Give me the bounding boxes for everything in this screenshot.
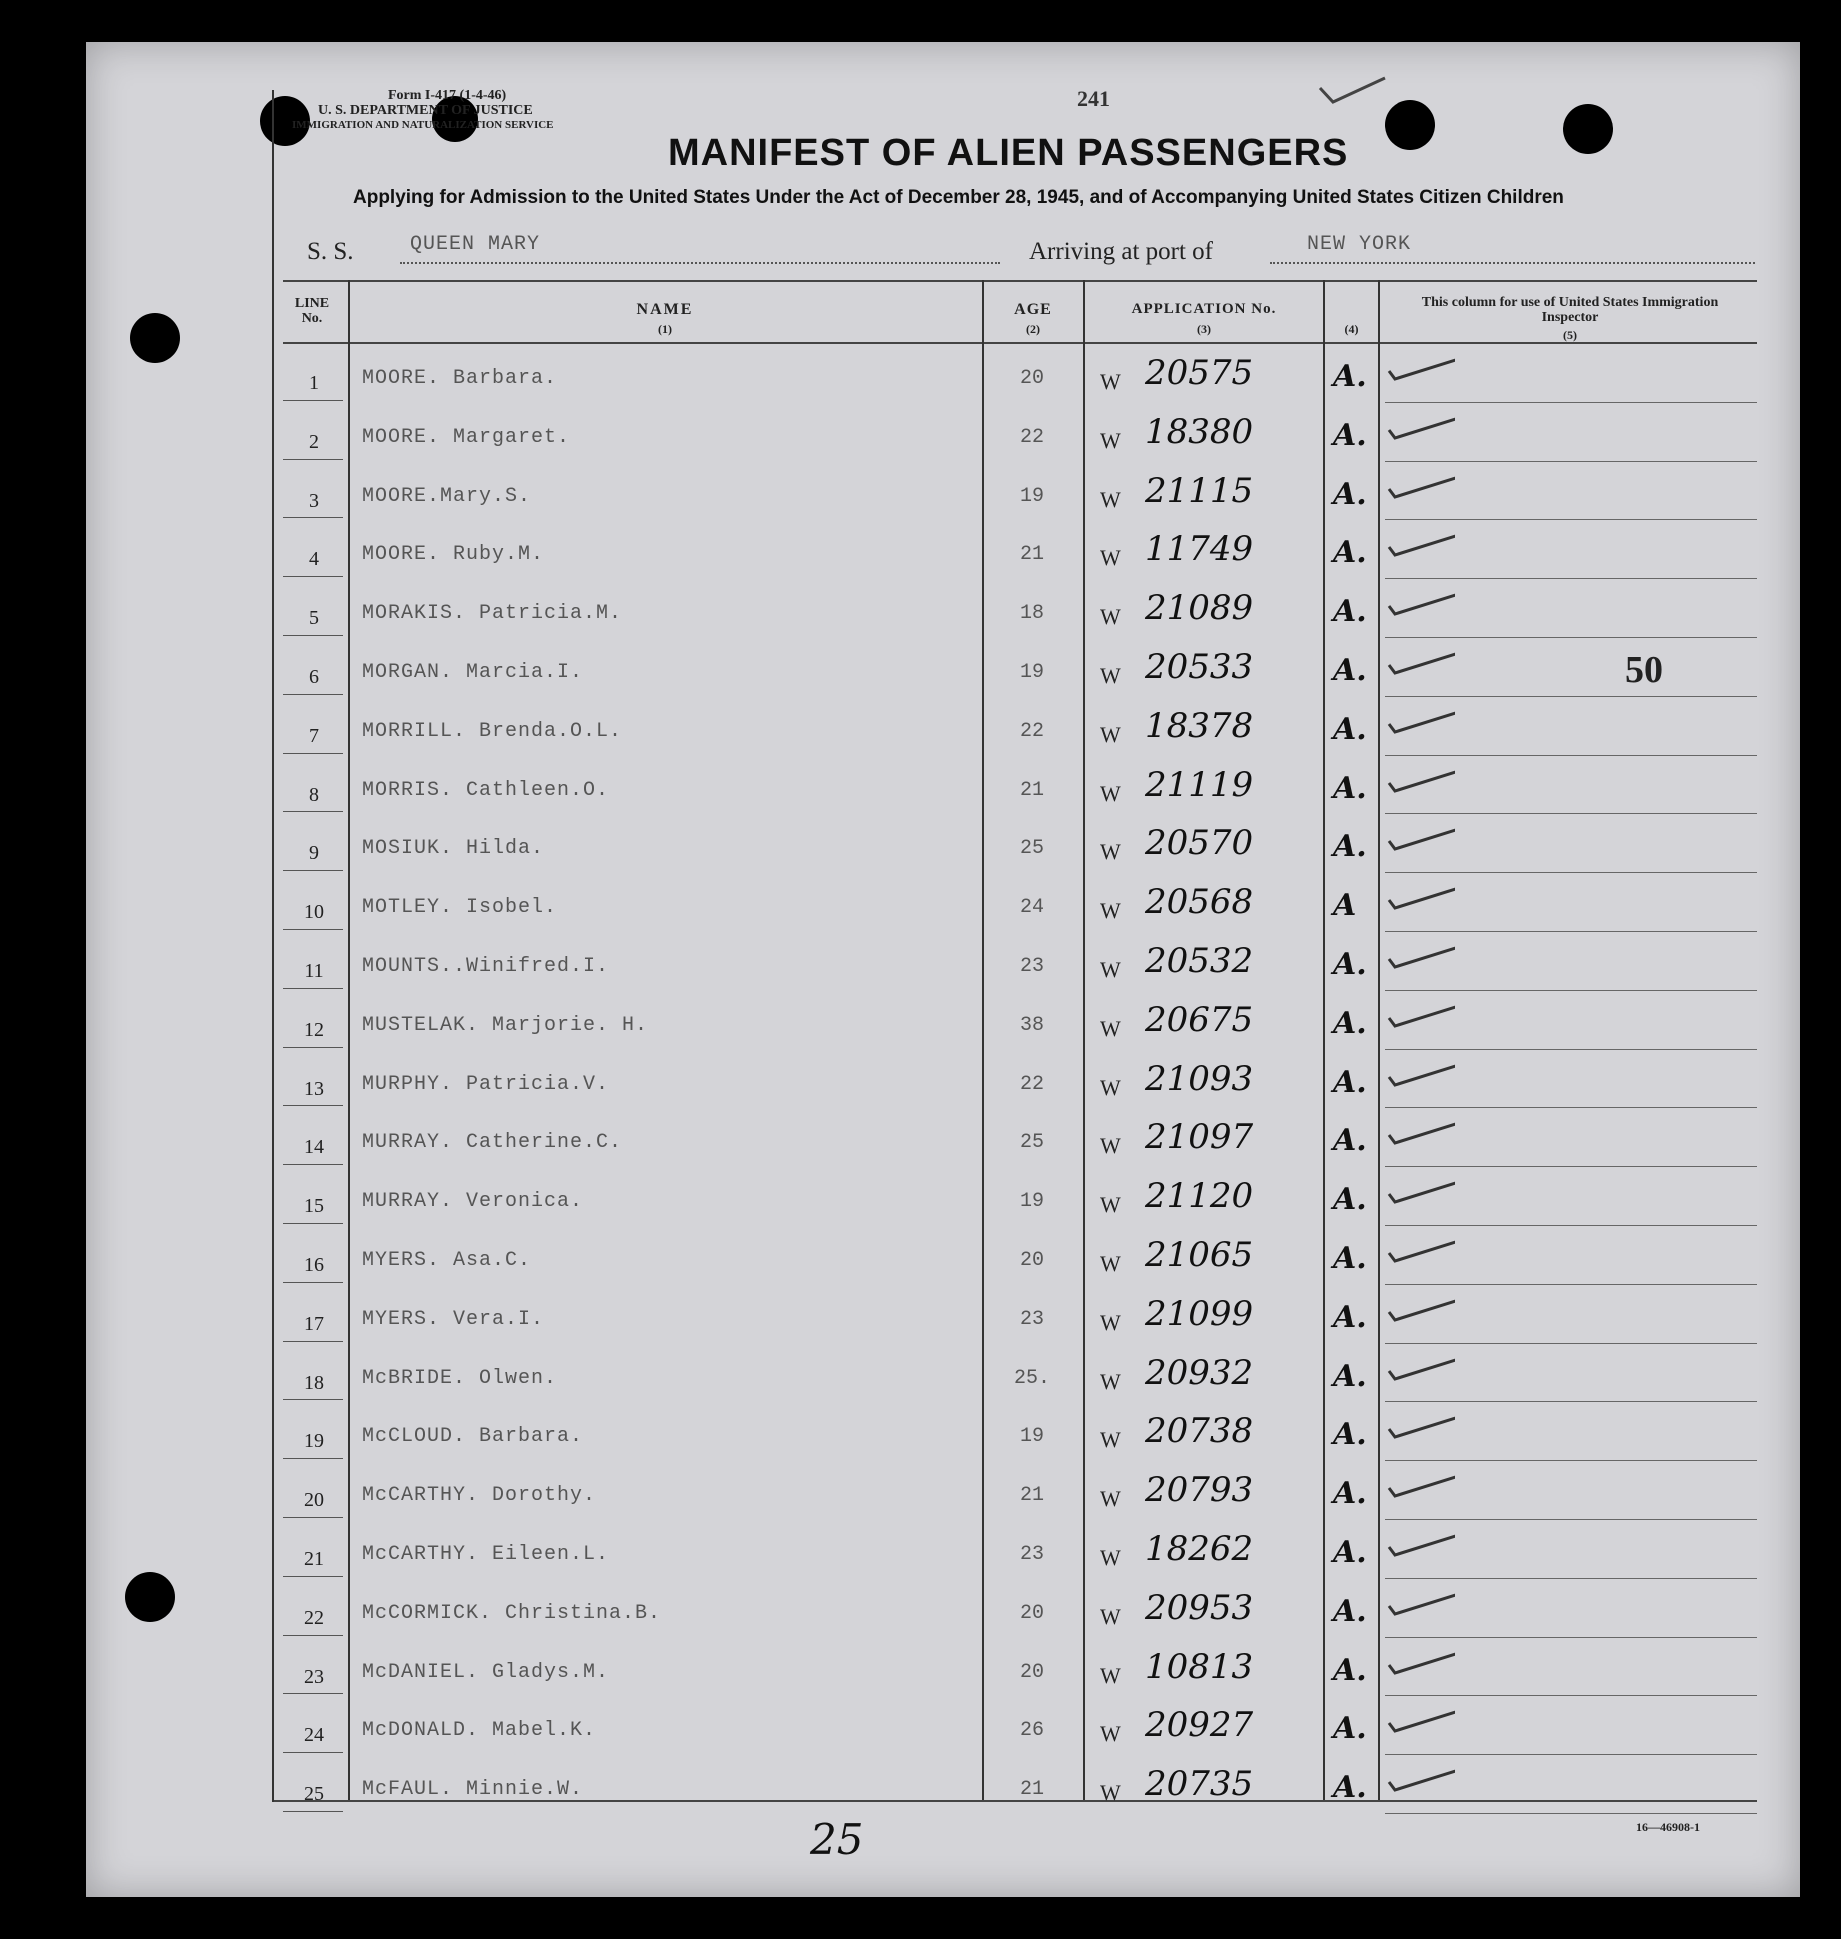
- line-number: 12: [304, 1018, 324, 1041]
- inspector-check-mark-icon: [1385, 1470, 1455, 1498]
- admission-mark: A.: [1333, 1005, 1367, 1041]
- inspector-check-mark-icon: [1385, 1647, 1455, 1675]
- table-left-border: [272, 90, 274, 1802]
- col-header-line-no: LINE No.: [294, 296, 330, 326]
- line-number: 13: [304, 1077, 324, 1100]
- passenger-age: 25: [1019, 837, 1044, 861]
- application-prefix: W: [1100, 1251, 1121, 1276]
- application-prefix: W: [1100, 1133, 1121, 1159]
- table-row-separator: [283, 400, 343, 401]
- inspector-check-mark-icon: [1385, 1764, 1455, 1792]
- line-number: 8: [309, 783, 319, 806]
- line-number: 1: [309, 372, 319, 394]
- passenger-age: 19: [1019, 1425, 1044, 1449]
- passenger-age: 20: [1019, 1601, 1044, 1625]
- inspector-check-mark-icon: [1385, 1705, 1455, 1733]
- application-number: 20738: [1145, 1411, 1254, 1452]
- inspector-check-mark-icon: [1385, 353, 1455, 381]
- divider-name-age: [982, 280, 984, 1800]
- admission-mark: A.: [1333, 711, 1367, 747]
- ship-label: S. S.: [307, 238, 354, 265]
- inspector-check-mark-icon: [1385, 412, 1455, 440]
- application-prefix: W: [1100, 1427, 1121, 1453]
- line-number: 7: [309, 724, 319, 747]
- passenger-age: 20: [1019, 1249, 1044, 1272]
- admission-mark: A.: [1333, 1535, 1367, 1570]
- table-row-separator: [283, 1399, 343, 1400]
- passenger-age: 26: [1019, 1719, 1044, 1743]
- bottom-total: 25: [810, 1815, 864, 1864]
- admission-mark: A.: [1333, 1593, 1367, 1629]
- application-prefix: W: [1100, 1074, 1121, 1100]
- page-subtitle: Applying for Admission to the United States Under the Act of December 28, 1945, and of Accompanying United States Citizen Children: [353, 187, 1564, 208]
- service-name: IMMIGRATION AND NATURALIZATION SERVICE: [292, 119, 554, 131]
- passenger-age: 19: [1019, 1190, 1044, 1214]
- inspector-check-mark-icon: [1385, 529, 1455, 557]
- punch-hole-left-2: [125, 1572, 175, 1622]
- table-row-separator: [1385, 1695, 1757, 1696]
- inspector-check-mark-icon: [1385, 1235, 1455, 1263]
- application-prefix: W: [1100, 839, 1121, 865]
- admission-mark: A.: [1333, 653, 1367, 688]
- inspector-check-mark-icon: [1385, 588, 1455, 616]
- passenger-name: McCORMICK. Christina.B.: [362, 1601, 662, 1625]
- application-number: 18262: [1145, 1529, 1254, 1569]
- line-number: 18: [304, 1371, 324, 1394]
- admission-mark: A.: [1333, 947, 1367, 982]
- passenger-name: MORGAN. Marcia.I.: [362, 661, 584, 684]
- application-number: 20932: [1145, 1352, 1254, 1393]
- passenger-name: MOORE.Mary.S.: [362, 484, 532, 508]
- application-number: 20675: [1145, 999, 1254, 1040]
- table-row-separator: [1385, 872, 1757, 873]
- table-row-separator: [1385, 813, 1757, 814]
- col-header-application: APPLICATION No.: [1131, 301, 1277, 317]
- passenger-age: 23: [1019, 1543, 1044, 1566]
- application-prefix: W: [1100, 545, 1121, 571]
- admission-mark: A.: [1333, 829, 1367, 865]
- application-prefix: W: [1100, 604, 1121, 630]
- application-prefix: W: [1100, 1780, 1121, 1806]
- passenger-age: 23: [1019, 1307, 1044, 1331]
- table-row-separator: [283, 1693, 343, 1694]
- table-row-separator: [283, 1223, 343, 1224]
- application-prefix: W: [1100, 1486, 1121, 1512]
- application-number: 20570: [1145, 823, 1254, 864]
- admission-mark: A.: [1333, 1417, 1367, 1453]
- application-number: 21097: [1145, 1117, 1254, 1158]
- admission-mark: A.: [1333, 1064, 1367, 1100]
- table-row-separator: [1385, 1519, 1757, 1520]
- col-header-age: AGE: [1014, 301, 1052, 318]
- line-number: 3: [309, 489, 319, 512]
- passenger-name: MURRAY. Catherine.C.: [362, 1131, 623, 1155]
- admission-mark: A.: [1333, 1711, 1367, 1747]
- table-row-separator: [1385, 461, 1757, 462]
- application-number: 21093: [1145, 1058, 1254, 1099]
- admission-mark: A.: [1333, 359, 1367, 394]
- application-prefix: W: [1100, 486, 1121, 512]
- passenger-age: 38: [1019, 1013, 1044, 1037]
- inspector-check-mark-icon: [1385, 471, 1455, 499]
- passenger-name: McCARTHY. Dorothy.: [362, 1484, 597, 1508]
- admission-mark: A.: [1333, 1358, 1367, 1394]
- table-row-separator: [283, 1341, 343, 1342]
- ship-name: QUEEN MARY: [410, 233, 541, 256]
- passenger-name: MURPHY. Patricia.V.: [362, 1072, 610, 1096]
- passenger-age: 21: [1019, 1778, 1044, 1802]
- table-row-separator: [1385, 637, 1757, 638]
- admission-mark: A.: [1333, 1182, 1367, 1218]
- table-row-separator: [1385, 1049, 1757, 1050]
- divider-app-col4: [1323, 280, 1325, 1800]
- admission-mark: A.: [1333, 535, 1367, 571]
- line-number: 9: [309, 842, 319, 865]
- application-number: 20532: [1145, 941, 1254, 981]
- passenger-name: MOORE. Margaret.: [362, 425, 571, 449]
- admission-mark: A: [1333, 888, 1357, 924]
- table-row-separator: [1385, 1284, 1757, 1285]
- passenger-name: MOTLEY. Isobel.: [362, 896, 558, 920]
- table-row-separator: [283, 1047, 343, 1048]
- application-number: 20533: [1145, 647, 1254, 687]
- punch-hole-left-1: [130, 313, 180, 363]
- passenger-name: MYERS. Vera.I.: [362, 1307, 545, 1331]
- table-row-separator: [1385, 578, 1757, 579]
- passenger-name: MYERS. Asa.C.: [362, 1249, 532, 1272]
- passenger-age: 25: [1019, 1131, 1044, 1155]
- inspector-check-mark-icon: [1385, 1588, 1455, 1616]
- inspector-check-mark-icon: [1385, 1294, 1455, 1322]
- table-row-separator: [1385, 1754, 1757, 1755]
- admission-mark: A.: [1333, 594, 1367, 630]
- table-row-separator: [283, 1458, 343, 1459]
- application-number: 20568: [1145, 882, 1254, 923]
- table-row-separator: [1385, 1343, 1757, 1344]
- line-number: 11: [304, 960, 324, 982]
- admission-mark: A.: [1333, 417, 1367, 453]
- divider-age-app: [1083, 280, 1085, 1800]
- application-number: 20735: [1145, 1764, 1254, 1805]
- application-prefix: W: [1100, 1721, 1121, 1747]
- passenger-name: MORRIS. Cathleen.O.: [362, 778, 610, 802]
- application-prefix: W: [1100, 1545, 1121, 1570]
- table-row-separator: [1385, 696, 1757, 697]
- application-number: 10813: [1145, 1646, 1254, 1687]
- page-title: MANIFEST OF ALIEN PASSENGERS: [668, 132, 1349, 174]
- passenger-name: McBRIDE. Olwen.: [362, 1366, 558, 1390]
- table-row-separator: [283, 1752, 343, 1753]
- inspector-check-mark-icon: [1385, 882, 1455, 910]
- application-number: 21065: [1145, 1235, 1254, 1275]
- passenger-age: 19: [1019, 484, 1044, 508]
- table-row-separator: [283, 1635, 343, 1636]
- table-row-separator: [283, 929, 343, 930]
- footer-code: 16—46908-1: [1636, 1820, 1700, 1834]
- passenger-name: McFAUL. Minnie.W.: [362, 1778, 584, 1802]
- line-number: 16: [304, 1254, 324, 1276]
- inspector-check-mark-icon: [1385, 1353, 1455, 1381]
- table-row-separator: [1385, 1166, 1757, 1167]
- line-number: 5: [309, 607, 319, 630]
- line-number: 15: [304, 1195, 324, 1218]
- passenger-age: 21: [1019, 543, 1044, 567]
- passenger-name: MOORE. Barbara.: [362, 367, 558, 390]
- application-number: 18380: [1145, 411, 1254, 452]
- passenger-name: McCARTHY. Eileen.L.: [362, 1543, 610, 1566]
- application-prefix: W: [1100, 1662, 1121, 1688]
- passenger-name: MUSTELAK. Marjorie. H.: [362, 1013, 649, 1037]
- admission-mark: A.: [1333, 1241, 1367, 1276]
- table-top-border: [283, 280, 1757, 282]
- line-number: 24: [304, 1724, 324, 1747]
- application-prefix: W: [1100, 1192, 1121, 1218]
- passenger-age: 18: [1019, 602, 1044, 626]
- application-prefix: W: [1100, 663, 1121, 688]
- ship-name-underline: [400, 262, 1000, 264]
- table-row-separator: [1385, 931, 1757, 932]
- inspector-check-mark-icon: [1385, 1411, 1455, 1439]
- divider-col4-col5: [1378, 280, 1380, 1800]
- admission-mark: A.: [1333, 1123, 1367, 1159]
- table-row-separator: [283, 811, 343, 812]
- application-prefix: W: [1100, 721, 1121, 747]
- table-row-separator: [1385, 1401, 1757, 1402]
- table-row-separator: [1385, 1813, 1757, 1814]
- col-header-age-sub: (2): [1026, 322, 1040, 336]
- table-row-separator: [1385, 1107, 1757, 1108]
- table-row-separator: [283, 1282, 343, 1283]
- col-header-name: NAME: [636, 301, 694, 318]
- table-row-separator: [283, 1105, 343, 1106]
- table-row-separator: [1385, 519, 1757, 520]
- table-row-separator: [1385, 402, 1757, 403]
- application-prefix: W: [1100, 1015, 1121, 1041]
- application-number: 20927: [1145, 1705, 1254, 1746]
- line-number: 6: [309, 666, 319, 688]
- table-row-separator: [1385, 1460, 1757, 1461]
- inspector-check-mark-icon: [1385, 941, 1455, 969]
- application-number: 20575: [1145, 353, 1254, 393]
- header-check-mark-icon: [1315, 72, 1395, 112]
- passenger-age: 25.: [1013, 1366, 1050, 1390]
- page-number: 241: [1077, 86, 1110, 111]
- col-header-4-sub: (4): [1344, 322, 1359, 336]
- inspector-check-mark-icon: [1385, 1176, 1455, 1204]
- inspector-check-mark-icon: [1385, 765, 1455, 793]
- application-prefix: W: [1100, 369, 1121, 394]
- application-number: 21099: [1145, 1293, 1254, 1334]
- line-number: 14: [304, 1136, 324, 1159]
- table-row-separator: [283, 1164, 343, 1165]
- passenger-age: 21: [1019, 1484, 1044, 1508]
- passenger-name: MOORE. Ruby.M.: [362, 543, 545, 567]
- application-number: 20953: [1145, 1587, 1254, 1628]
- application-number: 21115: [1145, 470, 1254, 511]
- divider-line-name: [348, 280, 350, 1800]
- application-prefix: W: [1100, 1309, 1121, 1335]
- passenger-name: McDONALD. Mabel.K.: [362, 1719, 597, 1743]
- passenger-name: McCLOUD. Barbara.: [362, 1425, 584, 1449]
- application-number: 20793: [1145, 1470, 1254, 1511]
- line-number: 21: [304, 1548, 324, 1570]
- table-row-separator: [1385, 1225, 1757, 1226]
- table-row-separator: [1385, 1637, 1757, 1638]
- passenger-age: 24: [1019, 896, 1044, 920]
- line-number: 20: [304, 1489, 324, 1512]
- line-number: 22: [304, 1606, 324, 1629]
- table-row-separator: [1385, 990, 1757, 991]
- line-number: 10: [304, 901, 324, 924]
- admission-mark: A.: [1333, 770, 1367, 806]
- col-header-application-sub: (3): [1197, 322, 1211, 336]
- passenger-age: 19: [1019, 661, 1044, 684]
- application-prefix: W: [1100, 427, 1121, 453]
- table-row-separator: [283, 1517, 343, 1518]
- passenger-age: 21: [1019, 778, 1044, 802]
- department-name: U. S. DEPARTMENT OF JUSTICE: [318, 103, 533, 118]
- port-label: Arriving at port of: [1029, 238, 1213, 265]
- application-number: 18378: [1145, 705, 1254, 746]
- inspector-check-mark-icon: [1385, 647, 1455, 675]
- table-row-separator: [283, 576, 343, 577]
- col-header-inspector: This column for use of United States Immigration Inspector: [1421, 295, 1719, 325]
- passenger-age: 22: [1019, 719, 1044, 743]
- line-number: 23: [304, 1665, 324, 1688]
- table-row-separator: [283, 753, 343, 754]
- passenger-age: 20: [1019, 1660, 1044, 1684]
- application-prefix: W: [1100, 957, 1121, 982]
- passenger-age: 22: [1019, 1072, 1044, 1096]
- passenger-name: MOSIUK. Hilda.: [362, 837, 545, 861]
- inspector-check-mark-icon: [1385, 1529, 1455, 1557]
- port-name: NEW YORK: [1307, 233, 1412, 256]
- line-number: 4: [309, 548, 319, 571]
- col-header-inspector-sub: (5): [1563, 328, 1577, 342]
- table-row-separator: [283, 1811, 343, 1812]
- application-number: 11749: [1145, 529, 1254, 570]
- line-number: 25: [304, 1783, 324, 1806]
- application-number: 21119: [1145, 764, 1254, 805]
- table-row-separator: [283, 1576, 343, 1577]
- table-row-separator: [283, 988, 343, 989]
- inspector-count: 50: [1625, 649, 1663, 691]
- inspector-check-mark-icon: [1385, 1059, 1455, 1087]
- admission-mark: A.: [1333, 1476, 1367, 1512]
- application-prefix: W: [1100, 898, 1121, 924]
- admission-mark: A.: [1333, 1770, 1367, 1806]
- application-number: 21120: [1145, 1176, 1254, 1217]
- passenger-age: 20: [1019, 367, 1044, 390]
- admission-mark: A.: [1333, 476, 1367, 512]
- line-number: 19: [304, 1430, 324, 1453]
- form-number: Form I-417 (1-4-46): [388, 88, 507, 103]
- inspector-check-mark-icon: [1385, 1000, 1455, 1028]
- punch-hole-top-4: [1563, 104, 1613, 154]
- passenger-age: 22: [1019, 425, 1044, 449]
- passenger-name: MURRAY. Veronica.: [362, 1190, 584, 1214]
- port-name-underline: [1270, 262, 1755, 264]
- inspector-check-mark-icon: [1385, 823, 1455, 851]
- application-prefix: W: [1100, 1603, 1121, 1629]
- application-prefix: W: [1100, 1368, 1121, 1394]
- line-number: 17: [304, 1312, 324, 1335]
- col-header-name-sub: (1): [658, 322, 672, 336]
- table-row-separator: [283, 517, 343, 518]
- line-number: 2: [309, 430, 319, 453]
- passenger-name: McDANIEL. Gladys.M.: [362, 1660, 610, 1684]
- table-row-separator: [283, 870, 343, 871]
- passenger-name: MORAKIS. Patricia.M.: [362, 602, 623, 626]
- application-prefix: W: [1100, 780, 1121, 806]
- table-row-separator: [283, 635, 343, 636]
- table-row-separator: [283, 694, 343, 695]
- inspector-check-mark-icon: [1385, 706, 1455, 734]
- admission-mark: A.: [1333, 1652, 1367, 1688]
- passenger-age: 23: [1019, 955, 1044, 978]
- table-row-separator: [283, 459, 343, 460]
- admission-mark: A.: [1333, 1299, 1367, 1335]
- table-row-separator: [1385, 755, 1757, 756]
- passenger-name: MORRILL. Brenda.O.L.: [362, 719, 623, 743]
- inspector-check-mark-icon: [1385, 1117, 1455, 1145]
- application-number: 21089: [1145, 588, 1254, 629]
- passenger-name: MOUNTS..Winifred.I.: [362, 955, 610, 978]
- table-row-separator: [1385, 1578, 1757, 1579]
